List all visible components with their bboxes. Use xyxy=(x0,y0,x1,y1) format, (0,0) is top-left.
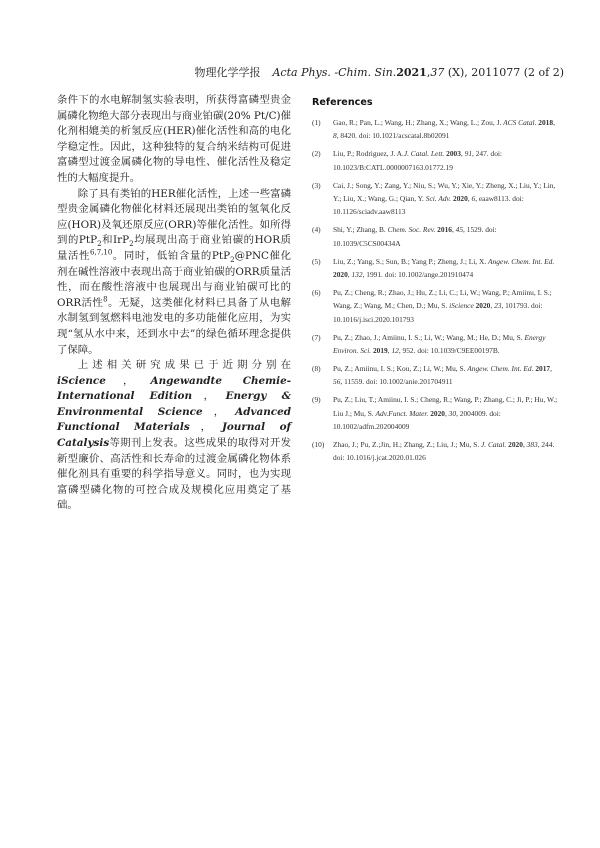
reference-journal: Adv.Funct. Mater. xyxy=(375,408,429,418)
reference-sep: , xyxy=(444,408,449,418)
reference-year: 2016 xyxy=(437,225,452,235)
reference-number: (2) xyxy=(312,149,321,159)
reference-rest: , 247. doi: 10.1023/B:CATL.0000007163.01772.19 xyxy=(333,149,502,172)
reference-authors: Shi, Y.; Zhang, B. xyxy=(333,225,388,235)
reference-year: 2020 xyxy=(475,301,491,311)
reference-item xyxy=(312,362,562,389)
reference-journal: Energy Environ. Sci. xyxy=(333,332,546,356)
reference-rest: , 11559. doi: 10.1002/anie.201704911 xyxy=(340,377,453,387)
reference-year: 2017 xyxy=(535,364,551,373)
reference-item xyxy=(312,223,562,250)
running-header: 物理化学学报 Acta Phys. -Chim. Sin.2021,37 (X), 2011077 (2 of 2) xyxy=(194,66,564,79)
reference-authors: Pu, Z.; Amiinu, I. S.; Kou, Z.; Li, W.; Mu, S. xyxy=(333,364,468,373)
reference-volume: 383 xyxy=(526,440,538,450)
reference-item xyxy=(312,179,562,219)
reference-rest: , 244. doi: 10.1016/j.jcat.2020.01.026 xyxy=(333,440,555,463)
reference-authors: Liu, Z.; Yang, S.; Sun, B.; Yang P.; Zheng, J.; Li, X. xyxy=(333,256,489,266)
reference-sep: , xyxy=(550,364,552,373)
reference-authors: Cai, J.; Song, Y.; Zang, Y.; Niu, S.; Wu, Y.; Xie, Y.; Zheng, X.; Liu, Y.; Lin, Y.; Liu, X.; Wang, G.; Qian, Y. xyxy=(333,180,556,204)
journal-name: Energy & Environmental Science xyxy=(57,390,291,418)
reference-sep: , xyxy=(347,270,352,280)
journal-name-cn: 物理化学学报 xyxy=(194,66,261,79)
reference-number: (4) xyxy=(312,225,321,235)
reference-volume: 30 xyxy=(448,408,457,418)
reference-number: (7) xyxy=(312,332,321,342)
reference-sep: , xyxy=(451,225,456,235)
reference-item xyxy=(312,255,562,282)
reference-journal: ACS Catal. xyxy=(503,118,537,127)
reference-authors: Zhao, J.; Pu, Z.;Jin, H.; Zhang, Z.; Liu, J.; Mu, S. xyxy=(333,440,482,450)
references-heading: References xyxy=(312,97,373,108)
reference-volume: 23 xyxy=(494,301,502,311)
reference-rest: , 8420. doi: 10.1021/acscatal.8b02091 xyxy=(336,131,450,141)
reference-year: 2003 xyxy=(446,149,461,159)
reference-number: (8) xyxy=(312,364,321,373)
citation-superscript: 8 xyxy=(103,295,108,304)
reference-rest: , 1529. doi: 10.1039/C5CS00434A xyxy=(333,225,497,248)
issue-info: (X), 2011077 (2 of 2) xyxy=(444,66,564,79)
reference-number: (1) xyxy=(312,118,321,127)
reference-authors: Pu, Z.; Cheng, R.; Zhao, J.; Hu, Z.; Li, C.; Li, W.; Wang, P.; Amiinu, I. S.; Wang, Z.; Wang, M.; Chen, D.; Mu, S. xyxy=(333,287,552,311)
journal-name: iScience xyxy=(57,374,106,387)
reference-rest: , 101793. doi: 10.1016/j.isci.2020.101793 xyxy=(333,301,543,324)
reference-list xyxy=(312,116,562,465)
reference-item xyxy=(312,331,562,358)
journal-name: Advanced Functional Materials xyxy=(57,405,291,434)
reference-year: 2020 xyxy=(333,270,348,280)
reference-number: (5) xyxy=(312,256,321,266)
reference-volume: 45 xyxy=(455,225,464,235)
references-column xyxy=(312,97,562,469)
reference-item xyxy=(312,393,562,433)
citation-superscript: 6,7,10 xyxy=(90,248,113,257)
main-text-column xyxy=(57,93,291,514)
reference-journal: Angew. Chem. Int. Ed. xyxy=(488,256,555,266)
reference-volume: 12 xyxy=(391,346,399,356)
reference-year: 2020 xyxy=(453,194,468,204)
reference-year: 2020 xyxy=(430,408,445,418)
reference-volume: 91 xyxy=(464,149,473,159)
reference-number: (6) xyxy=(312,287,321,297)
reference-sep: , xyxy=(460,149,465,159)
reference-journal: J. Catal. xyxy=(481,440,507,450)
reference-rest: , eaaw8113. doi: 10.1126/sciadv.aaw8113 xyxy=(333,194,524,217)
reference-number: (9) xyxy=(312,395,321,405)
reference-sep: , xyxy=(490,301,495,311)
reference-sep: , xyxy=(553,118,555,127)
reference-item xyxy=(312,438,562,465)
reference-number: (3) xyxy=(312,180,321,190)
reference-authors: Gao, R.; Pan, L.; Wang, H.; Zhang, X.; Wang, L.; Zou, J. xyxy=(333,118,504,127)
reference-year: 2018 xyxy=(538,118,554,127)
reference-rest: , 952. doi: 10.1039/C9EE00197B. xyxy=(398,346,500,356)
reference-volume: 6 xyxy=(471,194,476,204)
reference-rest: , 2004009. doi: 10.1002/adfm.202004009 xyxy=(333,408,501,432)
reference-journal: Angew. Chem. Int. Ed. xyxy=(467,364,534,373)
reference-number: (10) xyxy=(312,440,325,450)
journal-volume: 37 xyxy=(430,66,445,79)
reference-sep: , xyxy=(467,194,472,204)
paragraph-2: 除了具有类铂的HER催化活性，上述一些富磷型贵金属磷化物催化材料还展现出类铂的氢氧化反应(HOR)及氧还原反应(ORR)等催化活性。如所得到的PtP$_2$和IrP$_2$均展现出高于商业铂碳的HOR质量活性$^{6,7,10}$。同时，低铂含量的PtP$_2$@PNC催化剂在碱性溶液中表现出高于商业铂碳的ORR质量活性，而在酸性溶液中也展现出与商业铂碳可比的ORR活性$^8$。无疑，这类催化材料已具备了从电解水制氢到氢燃料电池发电的多功能催化应用，为实现“氢从水中来，还到水中去”的绿色循环理念提供了保障。 xyxy=(57,187,291,356)
reference-sep: , xyxy=(522,440,527,450)
journal-name: Angewandte Chemie-International Edition xyxy=(57,374,292,403)
journal-name: Journal of Catalysis xyxy=(57,421,291,450)
reference-year: 2020 xyxy=(508,440,523,450)
reference-sep: , xyxy=(387,346,392,356)
reference-year: 2019 xyxy=(372,346,388,356)
reference-item xyxy=(312,286,562,326)
journal-name-en: Acta Phys. -Chim. Sin. xyxy=(272,66,397,79)
reference-authors: Pu, Z.; Liu, T.; Amiinu, I. S.; Cheng, R.; Wang, P.; Zhang, C.; Ji, P.; Hu, W.; Liu J.; Mu, S. xyxy=(333,395,558,418)
reference-volume: 8 xyxy=(333,131,337,141)
journal-year: 2021 xyxy=(396,66,427,79)
reference-journal: J. Catal. Lett. xyxy=(403,149,445,159)
reference-rest: , 1991. doi: 10.1002/ange.201910474 xyxy=(362,270,474,280)
reference-journal: Chem. Soc. Rev. xyxy=(387,225,436,235)
reference-authors: Liu, P.; Rodriguez, J. A. xyxy=(333,149,404,159)
reference-authors: Pu, Z.; Zhao, J.; Amiinu, I. S.; Li, W.; Wang, M.; He, D.; Mu, S. xyxy=(333,332,525,342)
reference-item xyxy=(312,147,562,174)
reference-journal: Sci. Adv. xyxy=(425,194,452,204)
reference-journal: iScience xyxy=(449,301,474,311)
reference-volume: 56 xyxy=(333,377,341,387)
paragraph-1: 条件下的水电解制氢实验表明，所获得富磷型贵金属磷化物绝大部分表现出与商业铂碳(20% Pt/C)催化剂相媲美的析氢反应(HER)催化活性和高的电化学稳定性。因此，这种独特的复合纳米结构可促进富磷型过渡金属磷化物的导电性、催化活性及稳定性的大幅度提升。 xyxy=(57,94,291,184)
reference-item xyxy=(312,116,562,143)
paragraph-3: 上述相关研究成果已于近期分别在iScience，Angewandte Chemie-International Edition，Energy & Environmental Science，Advanced Functional Materials，Journal of Catalysis等期刊上发表。这些成果的取得对开发新型廉价、高活性和长寿命的过渡金属磷化物体系催化剂具有重要的科学指导意义。同时，也为实现富磷型磷化物的可控合成及规模化应用奠定了基础。 xyxy=(57,359,292,512)
reference-volume: 132 xyxy=(351,270,363,280)
